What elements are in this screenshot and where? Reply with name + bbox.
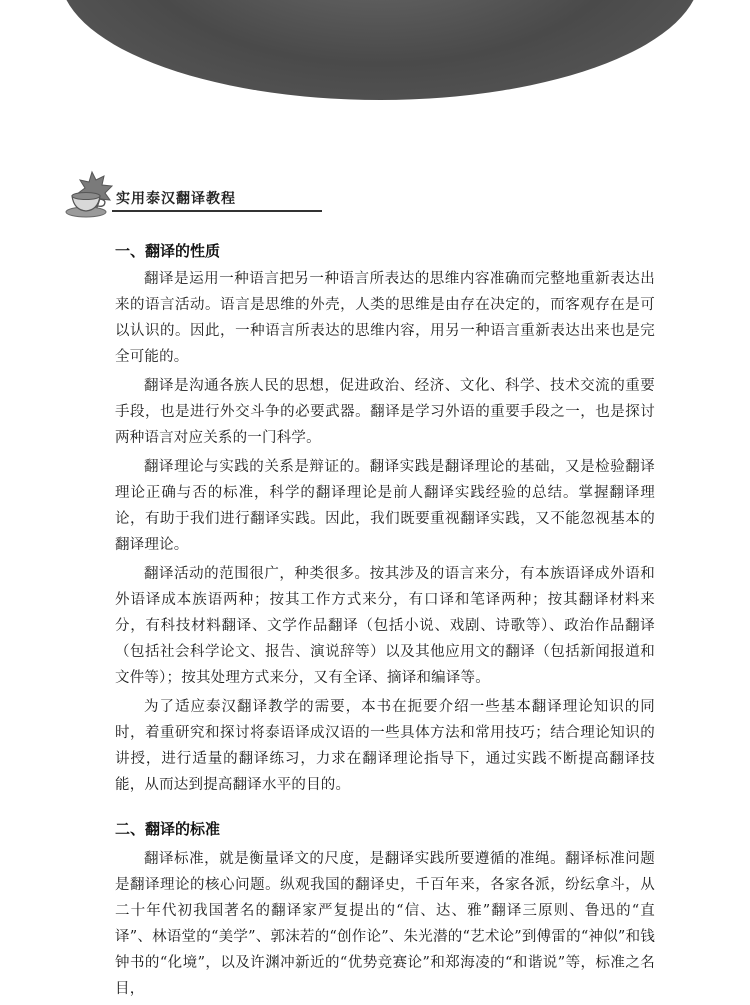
paragraph: 为了适应泰汉翻译教学的需要，本书在扼要介绍一些基本翻译理论知识的同时，着重研究和探讨将泰语译成汉语的一些具体方法和常用技巧；结合理论知识的讲授，进行适量的翻译练习，力求在翻译理论指导下，通过实践不断提高翻译技能，从而达到提高翻译水平的目的。 — [115, 699, 655, 793]
section-heading: 二、翻译的标准 — [115, 820, 221, 838]
running-header — [62, 168, 262, 228]
paragraph: 翻译是运用一种语言把另一种语言所表达的思维内容准确而完整地重新表达出来的语言活动。语言是思维的外壳，人类的思维是由存在决定的，而客观存在是可以认识的。因此，一种语言所表达的思维内容，用另一种语言重新表达出来也是完全可能的。 — [115, 271, 655, 365]
paragraph: 翻译理论与实践的关系是辩证的。翻译实践是翻译理论的基础，又是检验翻译理论正确与否的标准，科学的翻译理论是前人翻译实践经验的总结。掌握翻译理论，有助于我们进行翻译实践。因此，我们既要重视翻译实践，又不能忽视基本的翻译理论。 — [115, 459, 655, 553]
paragraph: 翻译活动的范围很广，种类很多。按其涉及的语言来分，有本族语译成外语和外语译成本族语两种；按其工作方式来分，有口译和笔译两种；按其翻译材料来分，有科技材料翻译、文学作品翻译（包括小说、戏剧、诗歌等）、政治作品翻译（包括社会科学论文、报告、演说辞等）以及其他应用文的翻译（包括新闻报道和文件等）；按其处理方式来分，又有全译、摘译和编译等。 — [115, 566, 655, 686]
page-body — [115, 240, 655, 1005]
paragraph: 翻译是沟通各族人民的思想，促进政治、经济、文化、科学、技术交流的重要手段，也是进行外交斗争的必要武器。翻译是学习外语的重要手段之一，也是探讨两种语言对应关系的一门科学。 — [115, 378, 655, 446]
top-decorative-shape — [60, 0, 700, 100]
header-divider — [112, 210, 322, 212]
section-heading: 一、翻译的性质 — [115, 242, 221, 260]
book-title: 实用泰汉翻译教程 — [116, 191, 236, 207]
paragraph: 翻译标准，就是衡量译文的尺度，是翻译实践所要遵循的准绳。翻译标准问题是翻译理论的核心问题。纵观我国的翻译史，千百年来，各家各派，纷纭拿斗，从二十年代初我国著名的翻译家严复提出的“信、达、雅”翻译三原则、鲁迅的“直译”、林语堂的“美学”、郭沫若的“创作论”、朱光潜的“艺术论”到傅雷的“神似”和钱钟书的“化境”，以及许渊冲新近的“优势竞赛论”和郑海凌的“和谐说”等，标准之名目， — [115, 851, 655, 997]
teacup-leaf-icon — [62, 168, 118, 224]
